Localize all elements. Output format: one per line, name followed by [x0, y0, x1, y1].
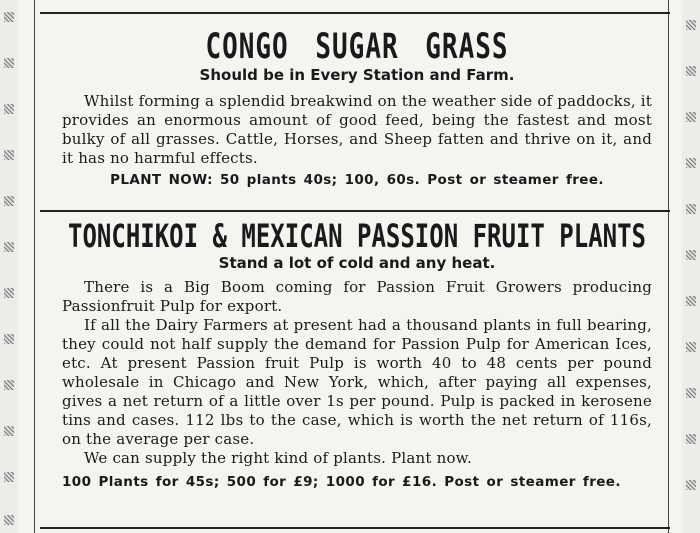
- ad2-subheading: Stand a lot of cold and any heat.: [218, 254, 496, 272]
- left-margin-ornament: [0, 0, 18, 533]
- ad-congo-sugar-grass: [62, 26, 653, 188]
- top-rule: [40, 12, 670, 14]
- ad2-para-1: There is a Big Boom coming for Passion Fruit Growers producing Passionfruit Pulp for export.: [62, 278, 652, 315]
- right-margin-ornament: [682, 0, 700, 533]
- ad-passion-fruit: [62, 217, 652, 490]
- ad1-subheading: Should be in Every Station and Farm.: [199, 66, 515, 84]
- right-column-rule: [668, 0, 669, 533]
- ad2-para-3: We can supply the right kind of plants. Plant now.: [84, 449, 472, 467]
- ad1-order-line: PLANT NOW: 50 plants 40s; 100, 60s. Post or steamer free.: [110, 172, 604, 188]
- ad1-headline: CONGO SUGAR GRASS: [205, 26, 509, 68]
- middle-rule: [40, 210, 670, 212]
- ad2-headline: TONCHIKOI & MEXICAN PASSION FRUIT PLANTS: [68, 217, 646, 255]
- ad2-para-2: If all the Dairy Farmers at present had a thousand plants in full bearing, they could not half supply the demand for Passion Pulp for American Ices, etc. At present Passion fruit Pulp is worth 40 to 48 cents per pound wholesale in Chicago and New York, which, after paying all expenses, gives a net return of a little over 1s per pound. Pulp is packed in kerosene tins and cases. 112 lbs to the case, which is worth the net return of 116s, on the average per case.: [62, 316, 652, 448]
- bottom-rule: [40, 527, 670, 529]
- left-column-rule: [34, 0, 35, 533]
- ad2-order-line: 100 Plants for 45s; 500 for £9; 1000 for £16. Post or steamer free.: [62, 474, 621, 490]
- ad1-body: Whilst forming a splendid breakwind on the weather side of paddocks, it provides an enormous amount of good feed, being the fastest and most bulky of all grasses. Cattle, Horses, and Sheep fatten and thrive on it, and it has no harmful effects.: [62, 92, 653, 167]
